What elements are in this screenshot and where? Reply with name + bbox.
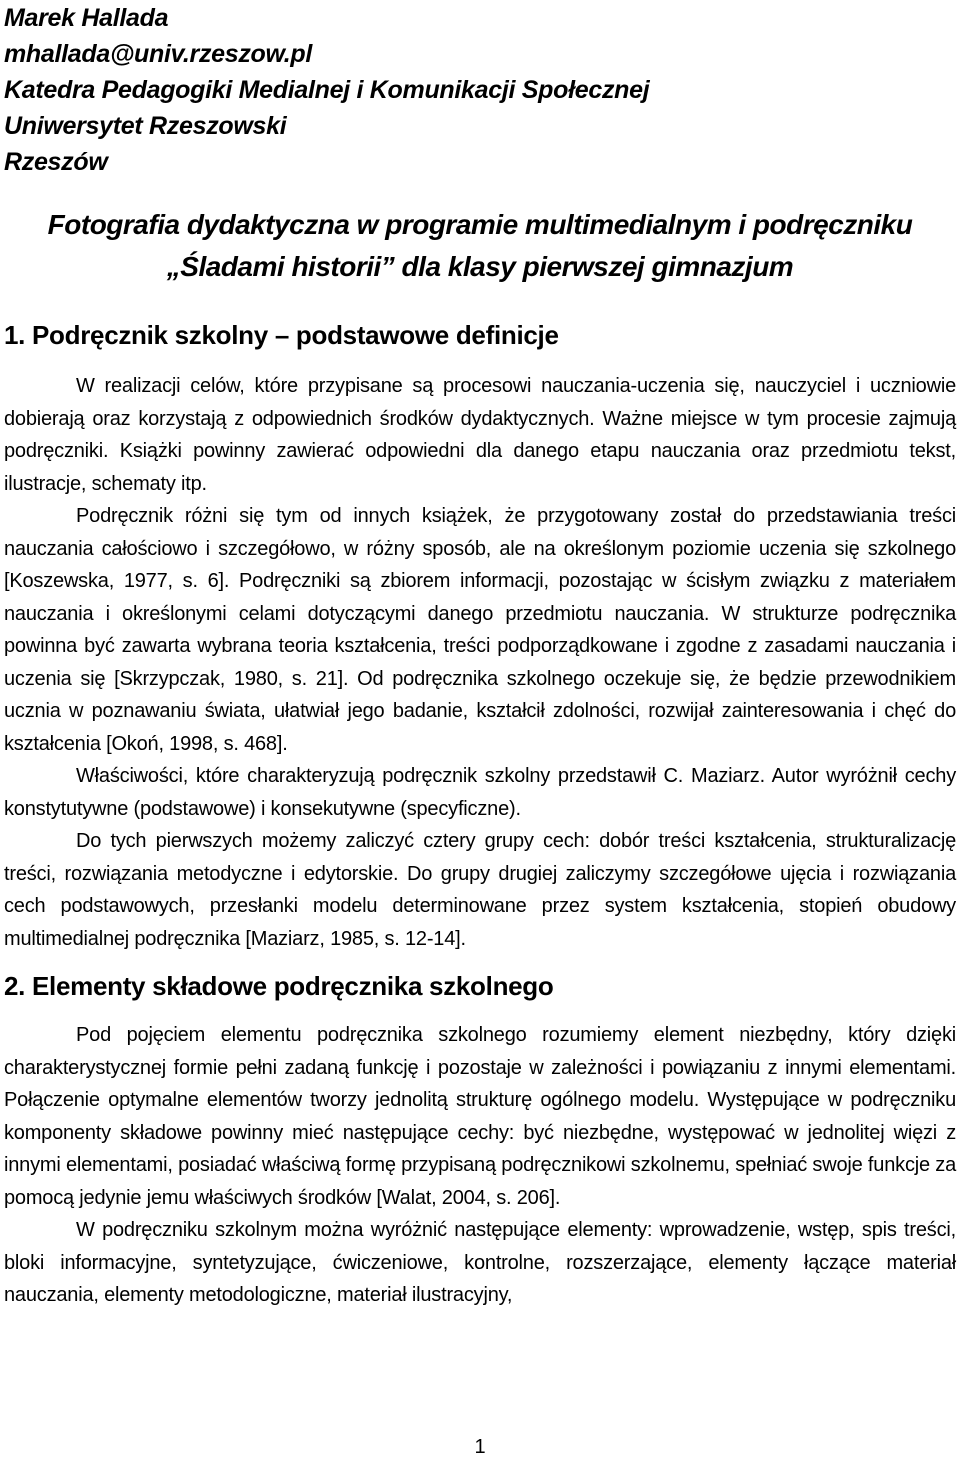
paragraph: W realizacji celów, które przypisane są procesowi nauczania-uczenia się, nauczyciel i uczniowie dobierają oraz korzystają z odpowiednich środków dydaktycznych. Ważne miejsce w tym procesie zajmują podręczniki. Książki powinny zawierać odpowiedni dla danego etapu nauczania oraz przedmiotu tekst, ilustracje, schematy itp.	[4, 375, 956, 495]
section-2-body	[4, 1019, 956, 1312]
author-department: Katedra Pedagogiki Medialnej i Komunikacji Społecznej	[4, 76, 650, 104]
section-1-heading: 1. Podręcznik szkolny – podstawowe definicje	[4, 320, 559, 350]
section-2-heading: 2. Elementy składowe podręcznika szkolnego	[4, 971, 554, 1001]
author-university: Uniwersytet Rzeszowski	[4, 112, 287, 140]
paper-title-line-1: Fotografia dydaktyczna w programie multimedialnym i podręczniku	[47, 209, 913, 240]
paper-title	[4, 204, 956, 288]
author-email[interactable]: mhallada@univ.rzeszow.pl	[4, 40, 312, 68]
paragraph: Podręcznik różni się tym od innych książek, że przygotowany został do przedstawiania treści nauczania całościowo i szczegółowo, w różny sposób, ale na określonym poziomie uczenia się szkolnego [Koszewska, 1977, s. 6]. Podręczniki są zbiorem informacji, pozostając w ścisłym związku z materiałem nauczania i określonymi celami dotyczącymi danego przedmiotu nauczania. W strukturze podręcznika powinna być zawarta wybrana teoria kształcenia, treści podporządkowane i zgodne z zasadami nauczania i uczenia się [Skrzypczak, 1980, s. 21]. Od podręcznika szkolnego oczekuje się, że będzie przewodnikiem ucznia w poznawaniu świata, ułatwiał jego badanie, kształcił zdolności, rozwijał zainteresowania i chęć do kształcenia [Okoń, 1998, s. 468].	[4, 505, 956, 755]
section-1-body	[4, 370, 956, 955]
page-number: 1	[474, 1436, 486, 1458]
paragraph: W podręczniku szkolnym można wyróżnić następujące elementy: wprowadzenie, wstęp, spis treści, bloki informacyjne, syntetyzujące, ćwiczeniowe, kontrolne, rozszerzające, elementy łączące materiał nauczania, elementy metodologiczne, materiał ilustracyjny,	[4, 1219, 956, 1306]
paragraph: Właściwości, które charakteryzują podręcznik szkolny przedstawił C. Maziarz. Autor wyróżnił cechy konstytutywne (podstawowe) i konsekutywne (specyficzne).	[4, 765, 956, 820]
document-page	[4, 0, 956, 1312]
author-block	[4, 0, 956, 180]
author-city: Rzeszów	[4, 148, 108, 176]
author-name: Marek Hallada	[4, 4, 169, 32]
paragraph: Do tych pierwszych możemy zaliczyć cztery grupy cech: dobór treści kształcenia, strukturalizację treści, rozwiązania metodyczne i edytorskie. Do grupy drugiej zaliczymy szczegółowe ujęcia i rozwiązania cech podstawowych, przesłanki modelu determinowane przez system kształcenia, stopień obudowy multimedialnej podręcznika [Maziarz, 1985, s. 12-14].	[4, 830, 956, 950]
paper-title-line-2: „Śladami historii” dla klasy pierwszej gimnazjum	[166, 251, 794, 282]
paragraph: Pod pojęciem elementu podręcznika szkolnego rozumiemy element niezbędny, który dzięki charakterystycznej formie pełni zadaną funkcję i pozostaje w zależności i powiązaniu z innymi elementami. Połączenie optymalne elementów tworzy jednolitą strukturę ogólnego modelu. Występujące w podręczniku komponenty składowe powinny mieć następujące cechy: być niezbędne, występować w jednolitej więzi z innymi elementami, posiadać właściwą formę przypisaną podręcznikowi szkolnemu, spełniać swoje funkcje za pomocą jedynie jemu właściwych środków [Walat, 2004, s. 206].	[4, 1024, 956, 1209]
